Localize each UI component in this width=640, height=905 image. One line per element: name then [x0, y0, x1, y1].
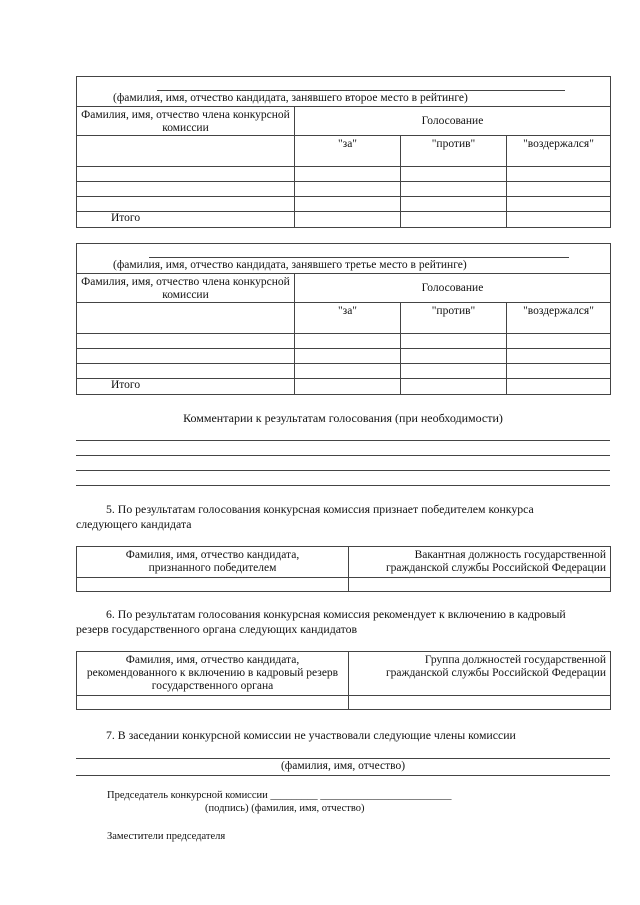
vacancy-header: Вакантная должность государственной гражданской службы Российской Федерации — [349, 547, 611, 578]
table-row — [77, 364, 611, 379]
name-blank: _________________________ — [320, 790, 452, 801]
chairman-caption: (подпись) (фамилия, имя, отчество) — [205, 803, 365, 814]
signature-blank: _________ — [270, 790, 318, 801]
table-row — [77, 167, 611, 182]
table-row — [77, 349, 611, 364]
comment-line — [76, 470, 610, 471]
candidate-name-line — [157, 90, 565, 91]
table-row — [77, 197, 611, 212]
vote-table-second-place — [76, 76, 611, 228]
winner-name-header: Фамилия, имя, отчество кандидата, признанного победителем — [77, 547, 349, 578]
absent-members-line — [76, 758, 610, 759]
comment-line — [76, 485, 610, 486]
table-row — [77, 578, 611, 592]
col-abstain: "воздержался" — [507, 303, 611, 334]
total-label: Итого — [77, 379, 295, 395]
member-cell — [77, 136, 295, 167]
member-cell — [77, 303, 295, 334]
voting-header: Голосование — [295, 274, 611, 303]
chairman-title: Председатель конкурсной комиссии — [107, 790, 268, 801]
position-group-header: Группа должностей государственной гражданской службы Российской Федерации — [349, 652, 611, 696]
section-5-text: 5. По результатам голосования конкурсная комиссия признает победителем конкурса следующего кандидата — [76, 502, 534, 531]
section-7-text: 7. В заседании конкурсной комиссии не участвовали следующие члены комиссии — [106, 728, 516, 742]
winner-table — [76, 546, 611, 592]
reserve-name-header: Фамилия, имя, отчество кандидата, рекомендованного к включению в кадровый резерв государственного органа — [77, 652, 349, 696]
chairman-label — [107, 790, 452, 801]
vote-table-third-place — [76, 243, 611, 395]
reserve-table — [76, 651, 611, 710]
candidate-caption: (фамилия, имя, отчество кандидата, занявшего второе место в рейтинге) — [113, 92, 468, 104]
col-for: "за" — [295, 136, 401, 167]
table-row — [77, 182, 611, 197]
comment-line — [76, 455, 610, 456]
member-header: Фамилия, имя, отчество члена конкурсной комиссии — [77, 274, 295, 303]
col-against: "против" — [401, 136, 507, 167]
member-header: Фамилия, имя, отчество члена конкурсной комиссии — [77, 107, 295, 136]
absent-members-line — [76, 775, 610, 776]
deputies-label: Заместители председателя — [107, 831, 226, 842]
table-row — [77, 334, 611, 349]
voting-header: Голосование — [295, 107, 611, 136]
candidate-name-line — [149, 257, 569, 258]
table-row — [77, 696, 611, 710]
comments-title: Комментарии к результатам голосования (при необходимости) — [183, 411, 503, 425]
section-6-text: 6. По результатам голосования конкурсная комиссия рекомендует к включению в кадровый резерв государственного органа следующих кандидатов — [76, 607, 566, 636]
comment-line — [76, 440, 610, 441]
candidate-caption: (фамилия, имя, отчество кандидата, занявшего третье место в рейтинге) — [113, 259, 467, 271]
col-for: "за" — [295, 303, 401, 334]
col-against: "против" — [401, 303, 507, 334]
col-abstain: "воздержался" — [507, 136, 611, 167]
total-label: Итого — [77, 212, 295, 228]
absent-members-caption: (фамилия, имя, отчество) — [280, 760, 406, 772]
